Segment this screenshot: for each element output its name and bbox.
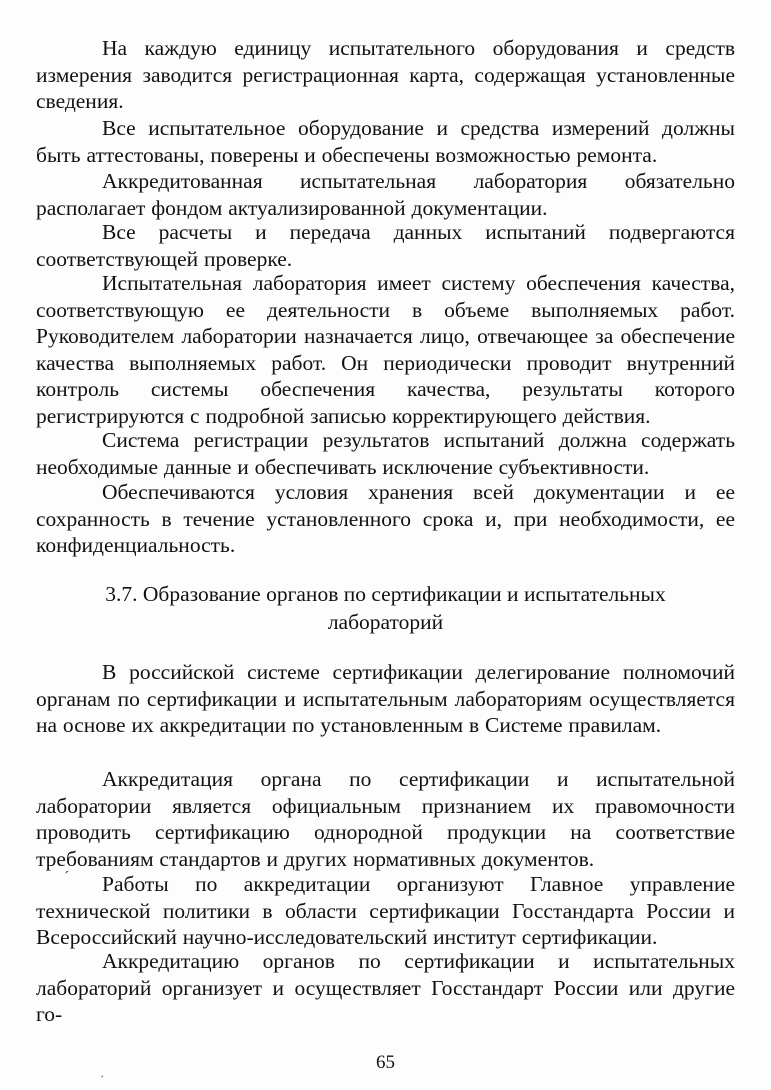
paragraph-delegation: В российской системе сертификации делегирование полномочий органам по сертификации и испытательным лабораториям осуществляется на основе их аккредитации по установленным в Системе правилам. [36,660,735,738]
paragraph-equipment-attestation: Все испытательное оборудование и средства измерений должны быть аттестованы, поверены и обеспечены возможностью ремонта. [36,116,735,167]
section-heading-line-1: 3.7. Образование органов по сертификации и испытательных [105,582,666,606]
paragraph-data-verification: Все расчеты и передача данных испытаний подвергаются соответствующей проверке. [36,220,735,271]
scan-speck: ˊ [100,1073,104,1087]
paragraph-documentation-fund: Аккредитованная испытательная лаборатория обязательно располагает фондом актуализированной документации. [36,169,735,220]
paragraph-accreditation-organizers: Работы по аккредитации организуют Главное управление технической политики в области сертификации Госстандарта России и Всероссийский научно-исследовательский институт сертификации. [36,872,735,950]
section-heading [36,580,735,636]
paragraph-results-registration: Система регистрации результатов испытаний должна содержать необходимые данные и обеспечивать исключение субъективности. [36,428,735,479]
section-heading-line-2: лабораторий [327,610,444,634]
paragraph-registration-card: На каждую единицу испытательного оборудования и средств измерения заводится регистрационная карта, содержащая установленные сведения. [36,36,735,114]
paragraph-accreditation-definition: Аккредитация органа по сертификации и испытательной лаборатории является официальным признанием их правомочности проводить сертификацию однородной продукции на соответствие требованиям стандартов и других нормативных документов. [36,767,735,871]
page-number: 65 [376,1052,395,1073]
paragraph-quality-system: Испытательная лаборатория имеет систему обеспечения качества, соответствующую ее деятельности в объеме выполняемых работ. Руководителем лаборатории назначается лицо, отвечающее за обеспечение качества выполняемых работ. Он периодически проводит внутренний контроль системы обеспечения качества, результаты которого регистрируются с подробной записью корректирующего действия. [36,271,735,428]
scan-speck: ˊ [64,869,70,886]
paragraph-storage-conditions: Обеспечиваются условия хранения всей документации и ее сохранность в течение установленного срока и, при необходимости, ее конфиденциальность. [36,480,735,558]
paragraph-gosstandart: Аккредитацию органов по сертификации и испытательных лабораторий организует и осуществляет Госстандарт России или другие го- [36,949,735,1027]
